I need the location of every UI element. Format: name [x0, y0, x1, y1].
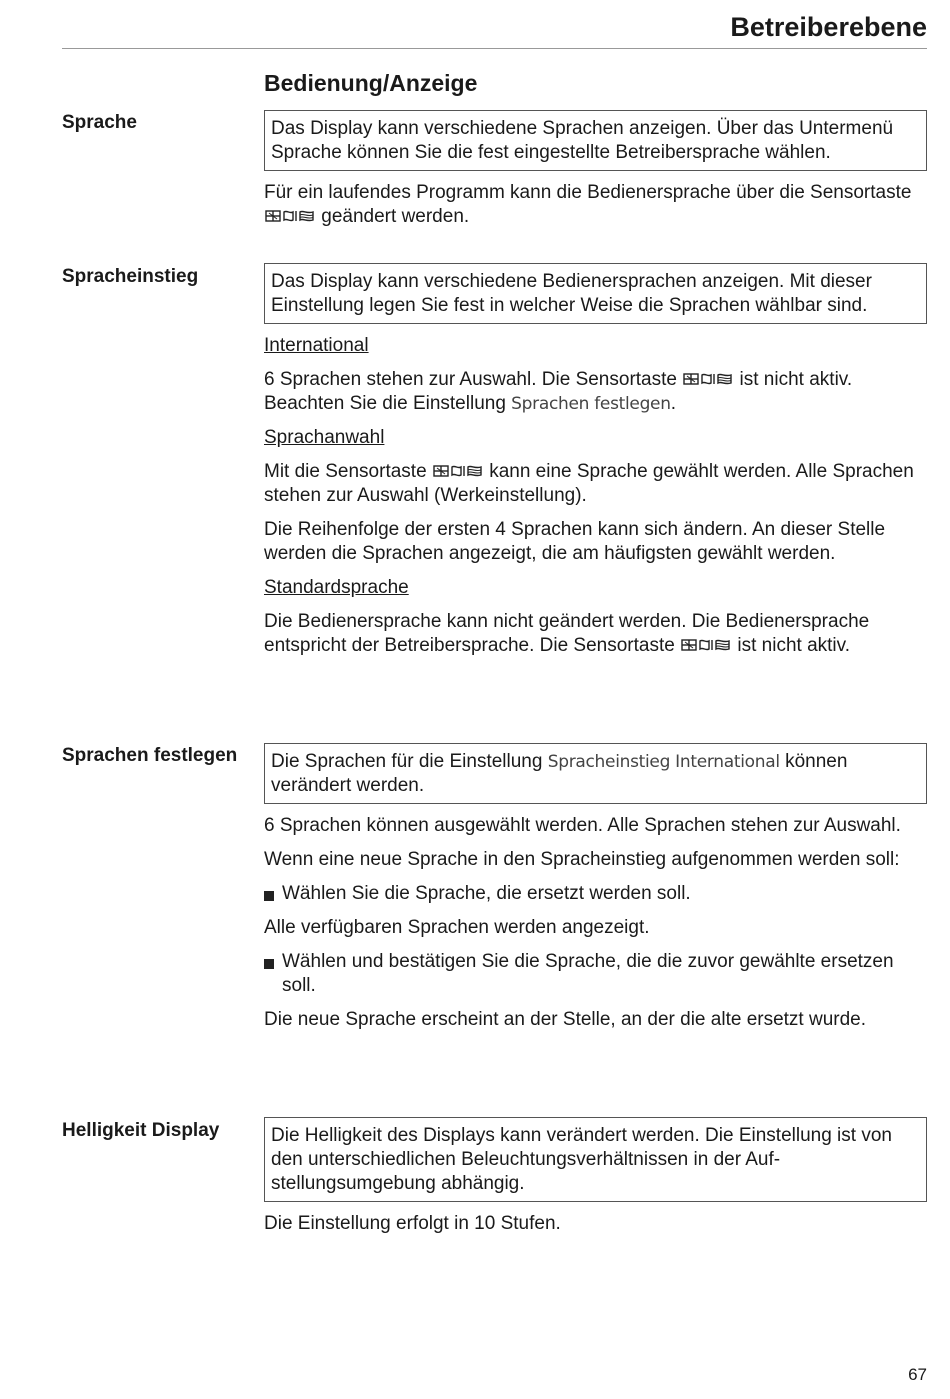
bullet-item [264, 950, 927, 998]
bullet-square-icon [264, 959, 274, 969]
info-box-spracheinstieg: Das Display kann verschiedene Bedienersprachen anzeigen. Mit dieser Einstellung legen Sie fest in welcher Weise die Sprachen wählbar sind. [264, 263, 927, 324]
bullet-item [264, 882, 927, 906]
info-box-sprache: Das Display kann verschiedene Sprachen anzeigen. Über das Untermenü Sprache können Sie die fest eingestellte Betreibersprache wählen. [264, 110, 927, 171]
bullet-square-icon [264, 891, 274, 901]
text-fragment: Die Sprachen für die Einstellung [271, 751, 548, 772]
paragraph-reihenfolge: Die Reihenfolge der ersten 4 Sprachen kann sich ändern. An dieser Stelle werden die Sprachen angezeigt, die am häufigsten gewählt werden. [264, 519, 886, 564]
page-number: 67 [908, 1365, 927, 1384]
label-sprachen-festlegen: Sprachen festlegen [62, 745, 238, 766]
bullet-text: Wählen und bestätigen Sie die Sprache, die die zuvor gewählte ersetzen soll. [282, 951, 894, 996]
page-header-title: Betreiberebene [730, 12, 927, 42]
paragraph-festlegen-1: 6 Sprachen können ausgewählt werden. Alle Sprachen stehen zur Auswahl. [264, 815, 901, 836]
subheading-standardsprache: Standardsprache [264, 577, 409, 598]
language-flags-icon [264, 209, 316, 223]
text-fragment: können verändert werden. [271, 751, 848, 796]
text-fragment: Die Bedienersprache kann nicht geändert werden. Die Bedienersprache entspricht der Betreibersprache. Die Sensortaste [264, 611, 870, 656]
block-sprache [264, 110, 927, 239]
text-fragment: . [670, 393, 676, 414]
language-flags-icon [680, 638, 732, 652]
paragraph-international [264, 368, 927, 416]
text-fragment: geändert werden. [316, 206, 470, 227]
subheading-sprachanwahl: Sprachanwahl [264, 427, 385, 448]
block-sprachen-festlegen [264, 743, 927, 1042]
text-fragment: ist nicht aktiv. [732, 635, 851, 656]
bullet-text: Wählen Sie die Sprache, die ersetzt werden soll. [282, 883, 691, 904]
info-box-helligkeit: Die Helligkeit des Displays kann verändert werden. Die Einstellung ist von den unterschiedlichen Beleuchtungsverhältnissen in der Aufstellungsumgebung abhängig. [264, 1117, 927, 1202]
header-divider [62, 48, 927, 49]
language-flags-icon [432, 464, 484, 478]
label-spracheinstieg: Spracheinstieg [62, 266, 199, 287]
text-fragment: ist nicht aktiv. Beachten Sie die Einstellung [264, 369, 853, 414]
label-sprache: Sprache [62, 112, 137, 133]
text-fragment: 6 Sprachen stehen zur Auswahl. Die Sensortaste [264, 369, 683, 390]
text-fragment: Mit die Sensortaste [264, 461, 432, 482]
paragraph-sprachanwahl [264, 460, 927, 508]
subheading-international: International [264, 335, 369, 356]
paragraph-festlegen-2: Wenn eine neue Sprache in den Spracheinstieg aufgenommen werden soll: [264, 849, 900, 870]
paragraph-helligkeit-1: Die Einstellung erfolgt in 10 Stufen. [264, 1213, 561, 1234]
block-spracheinstieg [264, 263, 927, 668]
label-helligkeit-display: Helligkeit Display [62, 1120, 220, 1141]
block-helligkeit [264, 1117, 927, 1246]
paragraph-festlegen-3: Alle verfügbaren Sprachen werden angezeigt. [264, 917, 650, 938]
paragraph-sprache-1 [264, 181, 927, 229]
display-text: Sprachen festlegen [511, 394, 671, 414]
language-flags-icon [682, 372, 734, 386]
info-box-festlegen [264, 743, 927, 804]
text-fragment: kann eine Sprache gewählt werden. Alle Sprachen stehen zur Auswahl (Werkeinstellung). [264, 461, 914, 506]
paragraph-standardsprache [264, 610, 927, 658]
paragraph-festlegen-4: Die neue Sprache erscheint an der Stelle, an der die alte ersetzt wurde. [264, 1009, 867, 1030]
text-fragment: Für ein laufendes Programm kann die Bedienersprache über die Sensortaste [264, 182, 912, 203]
display-text: Spracheinstieg International [547, 752, 780, 772]
section-title: Bedienung/Anzeige [264, 70, 478, 96]
